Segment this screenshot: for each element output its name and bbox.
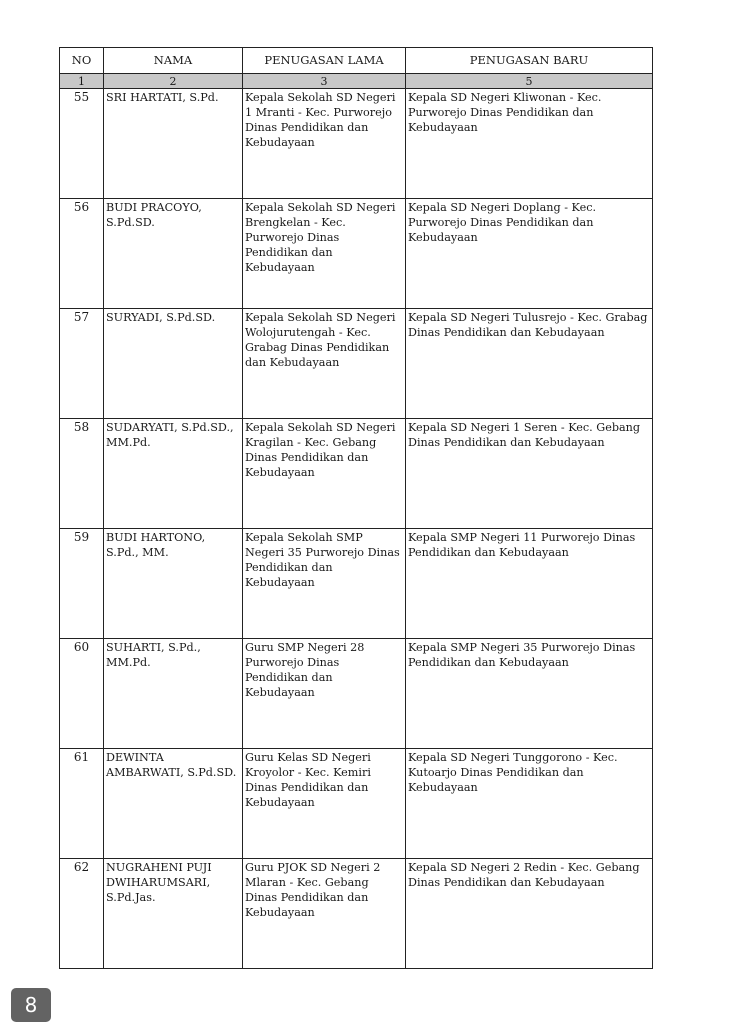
table-row: [60, 89, 653, 199]
row-penugasan-baru: Kepala SD Negeri 1 Seren - Kec. Gebang Dinas Pendidikan dan Kebudayaan: [406, 419, 653, 529]
row-no: 57: [60, 309, 104, 419]
row-penugasan-lama: Kepala Sekolah SD Negeri Kragilan - Kec. Gebang Dinas Pendidikan dan Kebudayaan: [243, 419, 406, 529]
row-no: 55: [60, 89, 104, 199]
row-penugasan-baru: Kepala SD Negeri Kliwonan - Kec. Purworejo Dinas Pendidikan dan Kebudayaan: [406, 89, 653, 199]
header-row: [60, 48, 653, 74]
row-no: 61: [60, 749, 104, 859]
row-penugasan-lama: Guru PJOK SD Negeri 2 Mlaran - Kec. Gebang Dinas Pendidikan dan Kebudayaan: [243, 859, 406, 969]
row-penugasan-baru: Kepala SD Negeri Tulusrejo - Kec. Grabag Dinas Pendidikan dan Kebudayaan: [406, 309, 653, 419]
row-no: 58: [60, 419, 104, 529]
row-nama: BUDI PRACOYO, S.Pd.SD.: [104, 199, 243, 309]
row-penugasan-baru: Kepala SMP Negeri 11 Purworejo Dinas Pendidikan dan Kebudayaan: [406, 529, 653, 639]
table-row: [60, 639, 653, 749]
row-nama: BUDI HARTONO, S.Pd., MM.: [104, 529, 243, 639]
row-penugasan-baru: Kepala SD Negeri Doplang - Kec. Purworejo Dinas Pendidikan dan Kebudayaan: [406, 199, 653, 309]
row-nama: SUDARYATI, S.Pd.SD., MM.Pd.: [104, 419, 243, 529]
row-nama: SUHARTI, S.Pd., MM.Pd.: [104, 639, 243, 749]
table-row: [60, 529, 653, 639]
column-number: 1: [60, 74, 104, 89]
row-nama: DEWINTA AMBARWATI, S.Pd.SD.: [104, 749, 243, 859]
row-nama: SURYADI, S.Pd.SD.: [104, 309, 243, 419]
row-penugasan-lama: Kepala Sekolah SD Negeri Brengkelan - Kec. Purworejo Dinas Pendidikan dan Kebudayaan: [243, 199, 406, 309]
header-no: NO: [60, 48, 104, 74]
row-no: 60: [60, 639, 104, 749]
row-penugasan-baru: Kepala SD Negeri 2 Redin - Kec. Gebang Dinas Pendidikan dan Kebudayaan: [406, 859, 653, 969]
header-penugasan-baru: PENUGASAN BARU: [406, 48, 653, 74]
row-nama: NUGRAHENI PUJI DWIHARUMSARI, S.Pd.Jas.: [104, 859, 243, 969]
row-penugasan-baru: Kepala SD Negeri Tunggorono - Kec. Kutoarjo Dinas Pendidikan dan Kebudayaan: [406, 749, 653, 859]
table-row: [60, 309, 653, 419]
row-no: 56: [60, 199, 104, 309]
row-penugasan-baru: Kepala SMP Negeri 35 Purworejo Dinas Pendidikan dan Kebudayaan: [406, 639, 653, 749]
table-row: [60, 419, 653, 529]
header-penugasan-lama: PENUGASAN LAMA: [243, 48, 406, 74]
column-number: 2: [104, 74, 243, 89]
table-row: [60, 199, 653, 309]
row-penugasan-lama: Guru Kelas SD Negeri Kroyolor - Kec. Kemiri Dinas Pendidikan dan Kebudayaan: [243, 749, 406, 859]
table-row: [60, 859, 653, 969]
row-no: 62: [60, 859, 104, 969]
row-nama: SRI HARTATI, S.Pd.: [104, 89, 243, 199]
row-penugasan-lama: Guru SMP Negeri 28 Purworejo Dinas Pendidikan dan Kebudayaan: [243, 639, 406, 749]
header-nama: NAMA: [104, 48, 243, 74]
column-number-row: [60, 74, 653, 89]
row-penugasan-lama: Kepala Sekolah SD Negeri 1 Mranti - Kec. Purworejo Dinas Pendidikan dan Kebudayaan: [243, 89, 406, 199]
row-penugasan-lama: Kepala Sekolah SMP Negeri 35 Purworejo Dinas Pendidikan dan Kebudayaan: [243, 529, 406, 639]
row-no: 59: [60, 529, 104, 639]
assignment-table: [59, 47, 653, 969]
row-penugasan-lama: Kepala Sekolah SD Negeri Wolojurutengah - Kec. Grabag Dinas Pendidikan dan Kebudayaan: [243, 309, 406, 419]
page-number-badge: 8: [11, 988, 51, 1022]
column-number: 5: [406, 74, 653, 89]
table-row: [60, 749, 653, 859]
column-number: 3: [243, 74, 406, 89]
